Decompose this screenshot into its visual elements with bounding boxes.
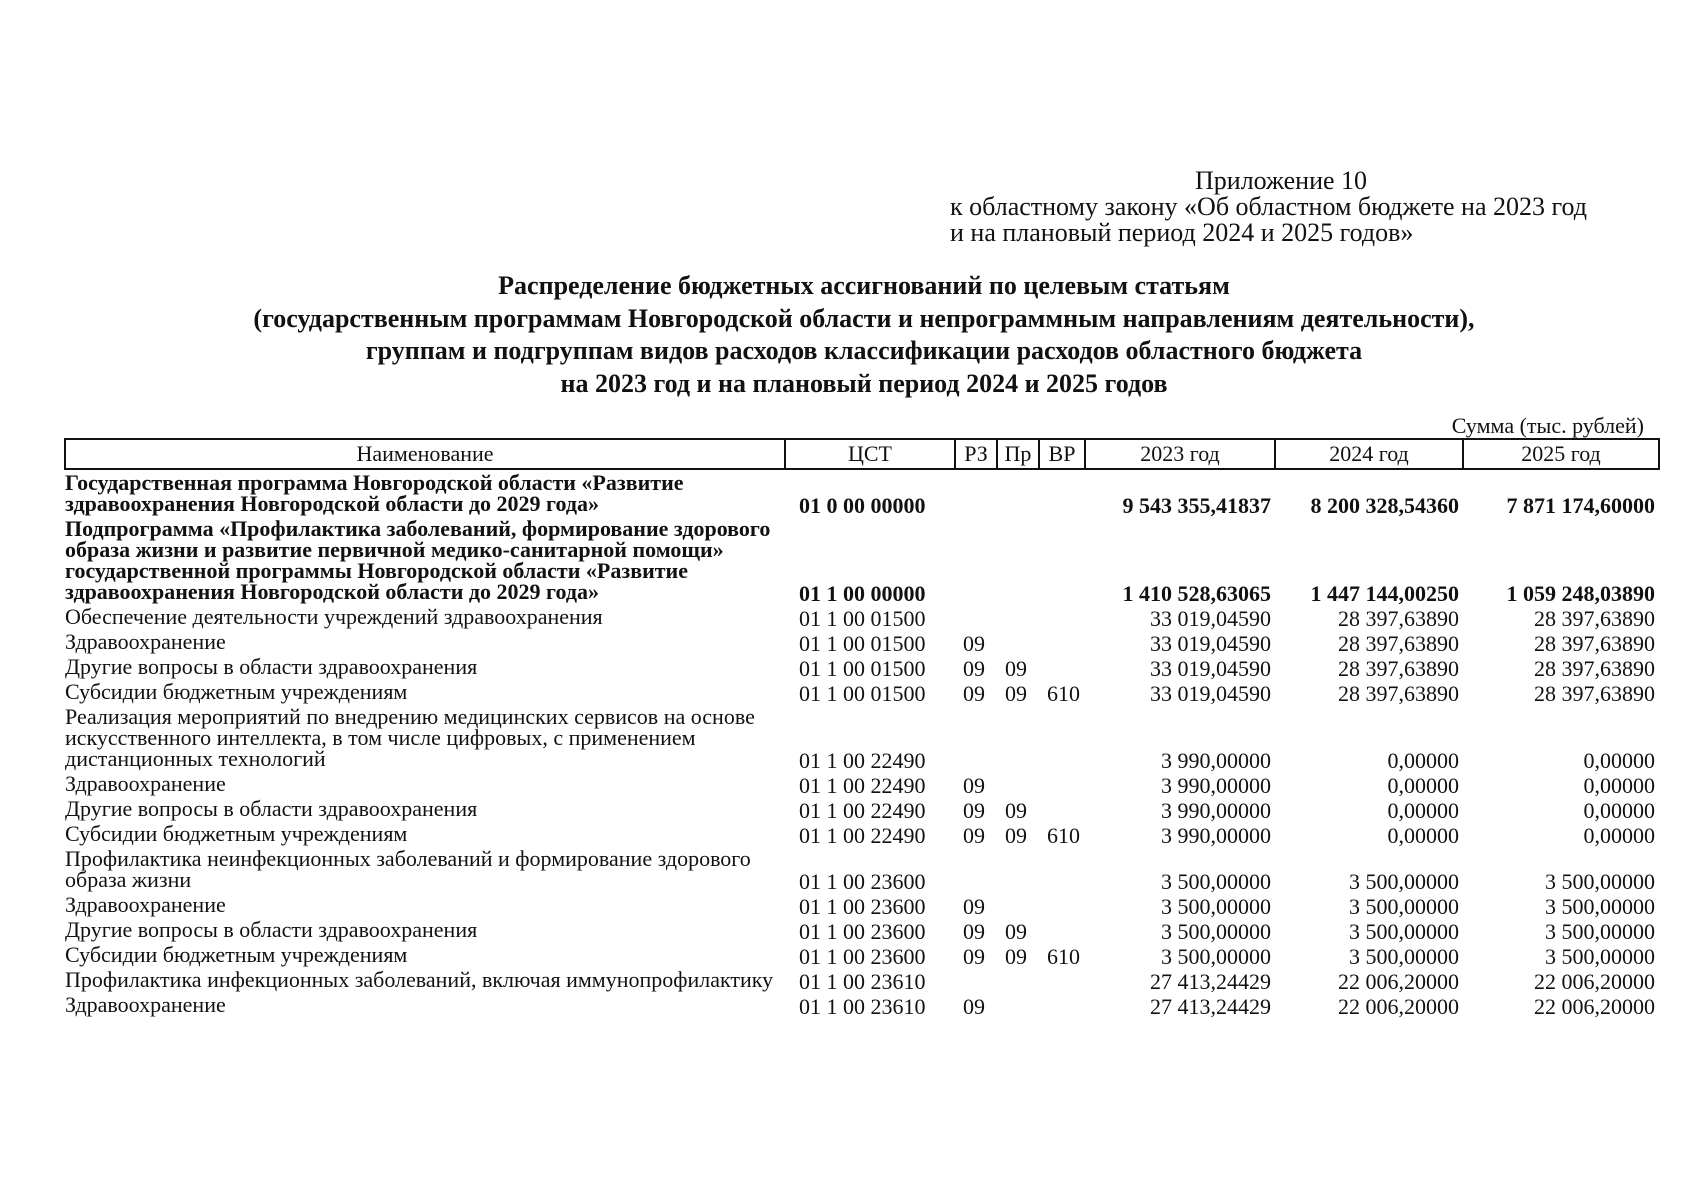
cell-cst: 01 1 00 01500: [799, 606, 926, 631]
table-row: [65, 942, 1659, 967]
title-line-1: Распределение бюджетных ассигнований по целевым статьям: [498, 271, 1230, 300]
cell-vr: [1039, 516, 1085, 604]
cell-2023: 33 019,04590: [1150, 656, 1271, 681]
cell-rz: [955, 846, 997, 892]
cell-2023: 1 410 528,63065: [1122, 581, 1271, 606]
cell-cst: 01 1 00 22490: [799, 748, 926, 773]
cell-rz: 09: [963, 944, 985, 969]
cell-2025: 0,00000: [1583, 748, 1655, 773]
cell-2025: 28 397,63890: [1534, 606, 1655, 631]
cell-2023: 3 500,00000: [1161, 919, 1271, 944]
cell-name: Другие вопросы в области здравоохранения: [65, 917, 478, 942]
cell-pr: [997, 992, 1039, 1017]
cell-cst: 01 1 00 23600: [799, 894, 926, 919]
cell-2025: 22 006,20000: [1534, 969, 1655, 994]
cell-2024: 1 447 144,00250: [1310, 581, 1459, 606]
cell-vr: [1039, 469, 1085, 516]
cell-rz: 09: [963, 919, 985, 944]
units-label: Сумма (тыс. рублей): [1451, 413, 1644, 438]
cell-pr: 09: [1005, 823, 1027, 848]
cell-vr: 610: [1047, 823, 1080, 848]
table-row: [65, 917, 1659, 942]
cell-2024: 0,00000: [1387, 748, 1459, 773]
cell-2023: 9 543 355,41837: [1122, 493, 1271, 518]
table-row: [65, 469, 1659, 516]
appendix-line-2: к областному закону «Об областном бюджете на 2023 год: [950, 192, 1587, 221]
table-body: [65, 469, 1659, 1017]
col-header-name: Наименование: [65, 439, 785, 469]
budget-table: [64, 438, 1660, 1017]
cell-name: Здравоохранение: [65, 629, 226, 654]
cell-rz: [955, 967, 997, 992]
cell-name: Подпрограмма «Профилактика заболеваний, формирование здорового образа жизни и развитие первичной медико-санитарной помощи» государственной программы Новгородской области «Развитие здравоохранения Новгородской области до 2029 года»: [65, 516, 771, 604]
cell-2024: 28 397,63890: [1338, 681, 1459, 706]
cell-rz: [955, 516, 997, 604]
cell-vr: [1039, 892, 1085, 917]
cell-2024: 3 500,00000: [1349, 944, 1459, 969]
cell-rz: 09: [963, 798, 985, 823]
table-row: [65, 967, 1659, 992]
cell-2023: 3 990,00000: [1161, 773, 1271, 798]
cell-2025: 3 500,00000: [1545, 919, 1655, 944]
cell-rz: [955, 704, 997, 771]
cell-2023: 3 500,00000: [1161, 944, 1271, 969]
cell-cst: 01 0 00 00000: [799, 493, 926, 518]
table-row: [65, 516, 1659, 604]
cell-2025: 3 500,00000: [1545, 944, 1655, 969]
cell-2023: 3 500,00000: [1161, 869, 1271, 894]
cell-2023: 27 413,24429: [1150, 994, 1271, 1019]
cell-vr: [1039, 629, 1085, 654]
cell-vr: [1039, 771, 1085, 796]
cell-pr: 09: [1005, 944, 1027, 969]
cell-2023: 3 500,00000: [1161, 894, 1271, 919]
cell-2024: 0,00000: [1387, 823, 1459, 848]
cell-vr: 610: [1047, 944, 1080, 969]
table-row: [65, 821, 1659, 846]
cell-2025: 1 059 248,03890: [1506, 581, 1655, 606]
cell-2024: 0,00000: [1387, 798, 1459, 823]
cell-cst: 01 1 00 00000: [799, 581, 926, 606]
cell-vr: [1039, 917, 1085, 942]
cell-name: Здравоохранение: [65, 992, 226, 1017]
cell-vr: [1039, 654, 1085, 679]
cell-cst: 01 1 00 22490: [799, 773, 926, 798]
cell-cst: 01 1 00 01500: [799, 656, 926, 681]
cell-2023: 33 019,04590: [1150, 631, 1271, 656]
table-row: [65, 629, 1659, 654]
cell-rz: [955, 469, 997, 516]
cell-2025: 7 871 174,60000: [1506, 493, 1655, 518]
cell-rz: 09: [963, 894, 985, 919]
cell-name: Профилактика инфекционных заболеваний, включая иммунопрофилактику: [65, 967, 774, 992]
document-title: [64, 270, 1664, 400]
table-row: [65, 704, 1659, 771]
cell-2023: 3 990,00000: [1161, 798, 1271, 823]
appendix-line-1: Приложение 10: [1195, 166, 1368, 195]
cell-2024: 3 500,00000: [1349, 919, 1459, 944]
cell-2023: 3 990,00000: [1161, 823, 1271, 848]
cell-name: Здравоохранение: [65, 892, 226, 917]
cell-vr: 610: [1047, 681, 1080, 706]
cell-pr: [997, 771, 1039, 796]
cell-pr: [997, 704, 1039, 771]
cell-2024: 8 200 328,54360: [1310, 493, 1459, 518]
cell-2025: 28 397,63890: [1534, 631, 1655, 656]
cell-2023: 33 019,04590: [1150, 606, 1271, 631]
table-row: [65, 771, 1659, 796]
cell-rz: 09: [963, 823, 985, 848]
col-header-cst: ЦСТ: [785, 439, 955, 469]
cell-rz: 09: [963, 994, 985, 1019]
cell-vr: [1039, 992, 1085, 1017]
cell-2024: 28 397,63890: [1338, 656, 1459, 681]
table-row: [65, 604, 1659, 629]
cell-vr: [1039, 704, 1085, 771]
cell-2025: 22 006,20000: [1534, 994, 1655, 1019]
table-row: [65, 679, 1659, 704]
cell-cst: 01 1 00 23610: [799, 994, 926, 1019]
cell-2025: 0,00000: [1583, 798, 1655, 823]
appendix-header: [950, 168, 1587, 246]
cell-name: Обеспечение деятельности учреждений здравоохранения: [65, 604, 603, 629]
cell-2023: 3 990,00000: [1161, 748, 1271, 773]
table-row: [65, 654, 1659, 679]
appendix-line-3: и на плановый период 2024 и 2025 годов»: [950, 218, 1414, 247]
cell-2025: 0,00000: [1583, 773, 1655, 798]
title-line-2: (государственным программам Новгородской области и непрограммным направлениям деятельности),: [253, 303, 1475, 333]
cell-cst: 01 1 00 23600: [799, 944, 926, 969]
col-header-2023: 2023 год: [1085, 439, 1275, 469]
cell-2024: 3 500,00000: [1349, 894, 1459, 919]
table-header-row: [65, 439, 1659, 469]
cell-2024: 22 006,20000: [1338, 994, 1459, 1019]
cell-vr: [1039, 967, 1085, 992]
cell-rz: 09: [963, 656, 985, 681]
cell-2024: 3 500,00000: [1349, 869, 1459, 894]
cell-pr: [997, 846, 1039, 892]
cell-cst: 01 1 00 23600: [799, 919, 926, 944]
col-header-vr: ВР: [1039, 439, 1085, 469]
title-line-3: группам и подгруппам видов расходов классификации расходов областного бюджета: [365, 336, 1363, 365]
cell-2025: 3 500,00000: [1545, 869, 1655, 894]
cell-2024: 28 397,63890: [1338, 631, 1459, 656]
cell-pr: [997, 604, 1039, 629]
cell-cst: 01 1 00 23600: [799, 869, 926, 894]
cell-2025: 3 500,00000: [1545, 894, 1655, 919]
cell-pr: [997, 516, 1039, 604]
cell-pr: 09: [1005, 681, 1027, 706]
table-row: [65, 796, 1659, 821]
cell-vr: [1039, 796, 1085, 821]
cell-pr: [997, 629, 1039, 654]
cell-name: Субсидии бюджетным учреждениям: [65, 821, 408, 846]
cell-name: Другие вопросы в области здравоохранения: [65, 654, 478, 679]
cell-pr: [997, 892, 1039, 917]
col-header-2024: 2024 год: [1275, 439, 1463, 469]
cell-cst: 01 1 00 23610: [799, 969, 926, 994]
cell-name: Здравоохранение: [65, 771, 226, 796]
cell-name: Другие вопросы в области здравоохранения: [65, 796, 478, 821]
cell-pr: 09: [1005, 656, 1027, 681]
cell-cst: 01 1 00 22490: [799, 823, 926, 848]
cell-cst: 01 1 00 01500: [799, 681, 926, 706]
cell-name: Реализация мероприятий по внедрению медицинских сервисов на основе искусственного интеллекта, в том числе цифровых, с применением дистанционных технологий: [65, 704, 755, 771]
cell-cst: 01 1 00 01500: [799, 631, 926, 656]
cell-2024: 0,00000: [1387, 773, 1459, 798]
cell-cst: 01 1 00 22490: [799, 798, 926, 823]
cell-pr: [997, 967, 1039, 992]
cell-name: Государственная программа Новгородской области «Развитие здравоохранения Новгородской области до 2029 года»: [65, 470, 684, 516]
table-row: [65, 846, 1659, 892]
table-row: [65, 892, 1659, 917]
cell-vr: [1039, 604, 1085, 629]
col-header-2025: 2025 год: [1463, 439, 1659, 469]
cell-rz: 09: [963, 631, 985, 656]
title-line-4: на 2023 год и на плановый период 2024 и 2025 годов: [560, 368, 1168, 398]
cell-rz: [955, 604, 997, 629]
table-row: [65, 992, 1659, 1017]
cell-2025: 28 397,63890: [1534, 681, 1655, 706]
cell-rz: 09: [963, 681, 985, 706]
cell-name: Субсидии бюджетным учреждениям: [65, 942, 408, 967]
cell-2023: 33 019,04590: [1150, 681, 1271, 706]
cell-2023: 27 413,24429: [1150, 969, 1271, 994]
col-header-rz: РЗ: [955, 439, 997, 469]
cell-rz: 09: [963, 773, 985, 798]
col-header-pr: Пр: [997, 439, 1039, 469]
cell-pr: [997, 469, 1039, 516]
cell-pr: 09: [1005, 798, 1027, 823]
cell-pr: 09: [1005, 919, 1027, 944]
cell-2025: 28 397,63890: [1534, 656, 1655, 681]
cell-name: Субсидии бюджетным учреждениям: [65, 679, 408, 704]
cell-2024: 28 397,63890: [1338, 606, 1459, 631]
cell-vr: [1039, 846, 1085, 892]
cell-2025: 0,00000: [1583, 823, 1655, 848]
cell-2024: 22 006,20000: [1338, 969, 1459, 994]
cell-name: Профилактика неинфекционных заболеваний и формирование здорового образа жизни: [65, 846, 751, 892]
